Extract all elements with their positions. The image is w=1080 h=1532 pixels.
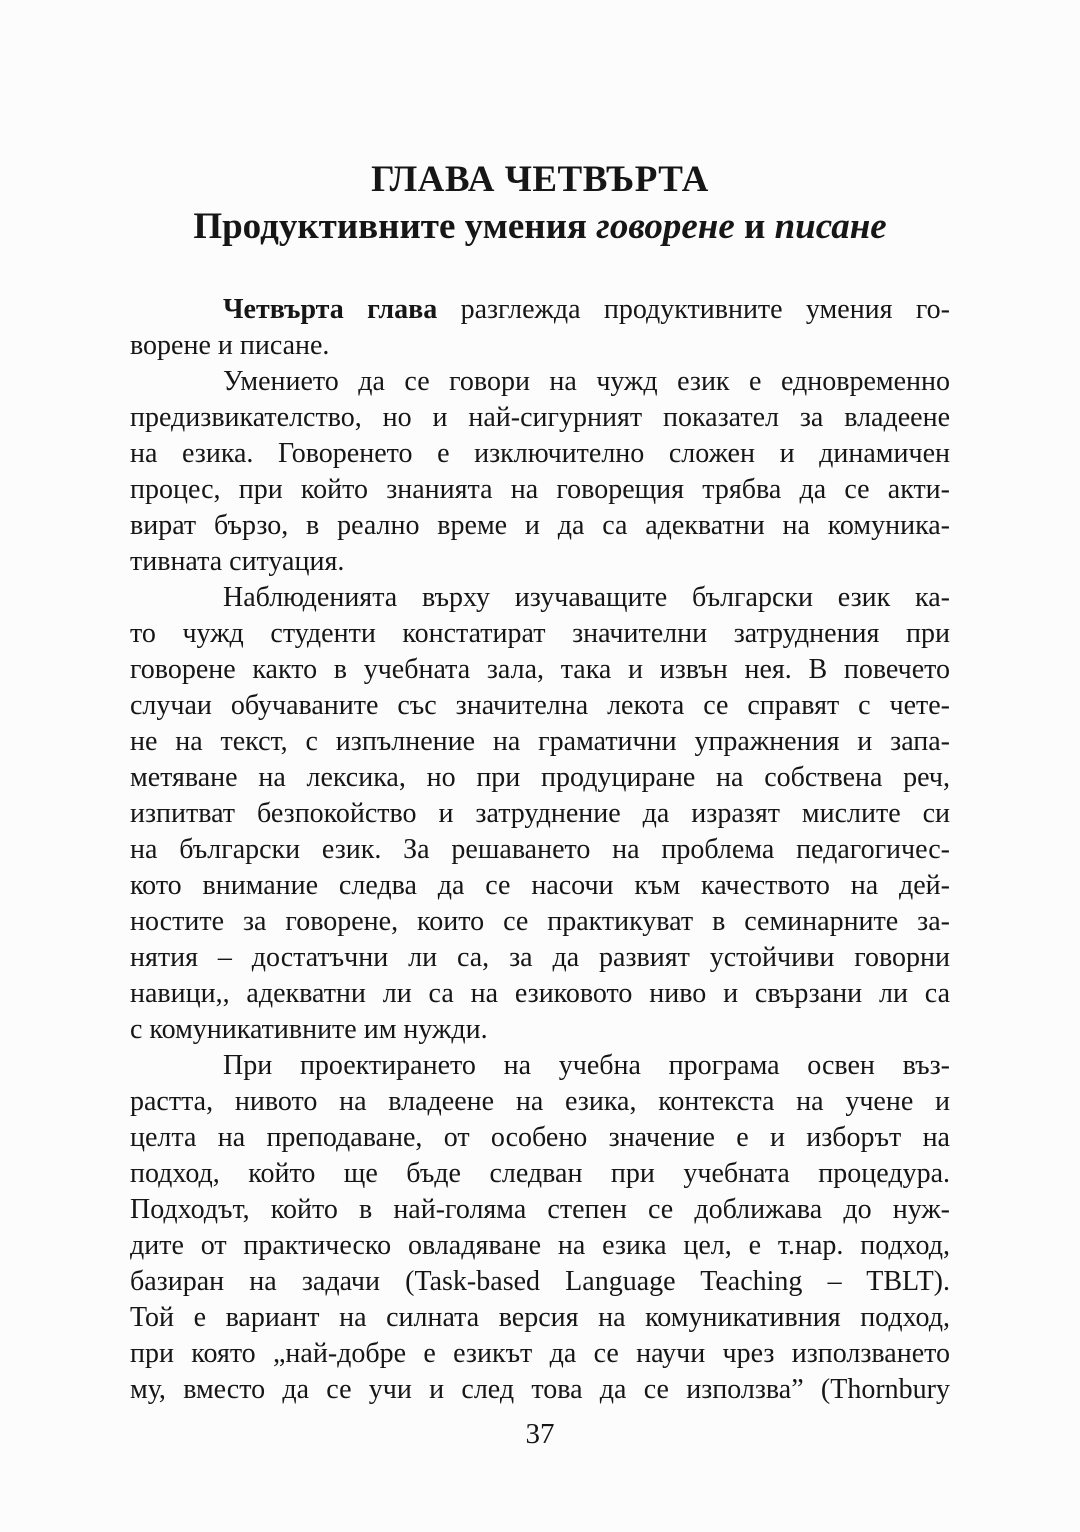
text-line: процес, при който знанията на говорещия трябва да се акти-: [130, 474, 950, 505]
text-line: ностите за говорене, които се практикуват в семинарните за-: [130, 906, 950, 937]
text-line: [130, 292, 950, 328]
text-line: случаи обучаваните със значителна лекота се справят с чете-: [130, 690, 950, 721]
text-line: подход, който ще бъде следван при учебната процедура.: [130, 1158, 950, 1189]
text-line: При проектирането на учебна програма освен въз-: [223, 1050, 950, 1081]
text-line: вират бързо, в реално време и да са адекватни на комуника-: [130, 510, 950, 541]
text-line: метяване на лексика, но при продуциране на собствена реч,: [130, 762, 950, 793]
body-paragraphs: [130, 292, 950, 1408]
text-line: то чужд студенти констатират значителни затруднения при: [130, 618, 950, 649]
text-line: при която „най-добре е езикът да се научи чрез използването: [130, 1338, 950, 1369]
text-line: ворене и писане.: [130, 330, 330, 361]
subtitle-segment: и: [734, 206, 775, 247]
text-line: Той е вариант на силната версия на комуникативния подход,: [130, 1302, 950, 1333]
paragraph: [130, 1048, 950, 1408]
text-line: растта, нивото на владеене на езика, контекста на учене и: [130, 1086, 950, 1117]
text-line: Подходът, който в най-голяма степен се доближава до нуж-: [130, 1194, 950, 1225]
text-line: тивната ситуация.: [130, 546, 345, 577]
paragraph: [130, 364, 950, 580]
paragraph: [130, 292, 950, 364]
subtitle-segment: говорене: [596, 206, 735, 247]
text-line: на езика. Говоренето е изключително сложен и динамичен: [130, 438, 950, 469]
text-line: базиран на задачи (Task-based Language Teaching – TBLT).: [130, 1266, 950, 1297]
chapter-subtitle: [130, 203, 950, 250]
text-line: навици,, адекватни ли са на езиковото ниво и свързани ли са: [130, 978, 950, 1009]
text-line: дите от практическо овладяване на езика цел, е т.нар. подход,: [130, 1230, 950, 1261]
text-segment: разглежда продуктивните умения го-: [437, 294, 950, 325]
text-line: целта на преподаване, от особено значение е и изборът на: [130, 1122, 950, 1153]
text-line: предизвикателство, но и най-сигурният показател за владеене: [130, 402, 950, 433]
paragraph: [130, 580, 950, 1048]
text-line: не на текст, с изпълнение на граматични упражнения и запа-: [130, 726, 950, 757]
text-line: говорене както в учебната зала, така и извън нея. В повечето: [130, 654, 950, 685]
text-line: кото внимание следва да се насочи към качеството на дей-: [130, 870, 950, 901]
text-line: Наблюденията върху изучаващите български език ка-: [223, 582, 950, 613]
text-line: му, вместо да се учи и след това да се използва” (Thornbury: [130, 1374, 950, 1405]
page-number: 37: [525, 1418, 555, 1450]
subtitle-segment: писане: [774, 206, 887, 247]
text-segment: Четвърта глава: [223, 294, 438, 325]
subtitle-segment: Продуктивните умения: [193, 206, 597, 247]
text-line: на български език. За решаването на проблема педагогичес-: [130, 834, 950, 865]
text-line: нятия – достатъчни ли са, за да развият устойчиви говорни: [130, 942, 950, 973]
text-line: изпитват безпокойство и затруднение да изразят мислите си: [130, 798, 950, 829]
text-line: с комуникативните им нужди.: [130, 1014, 488, 1045]
text-line: Умението да се говори на чужд език е едновременно: [223, 366, 950, 397]
chapter-title: ГЛАВА ЧЕТВЪРТА: [371, 159, 709, 200]
